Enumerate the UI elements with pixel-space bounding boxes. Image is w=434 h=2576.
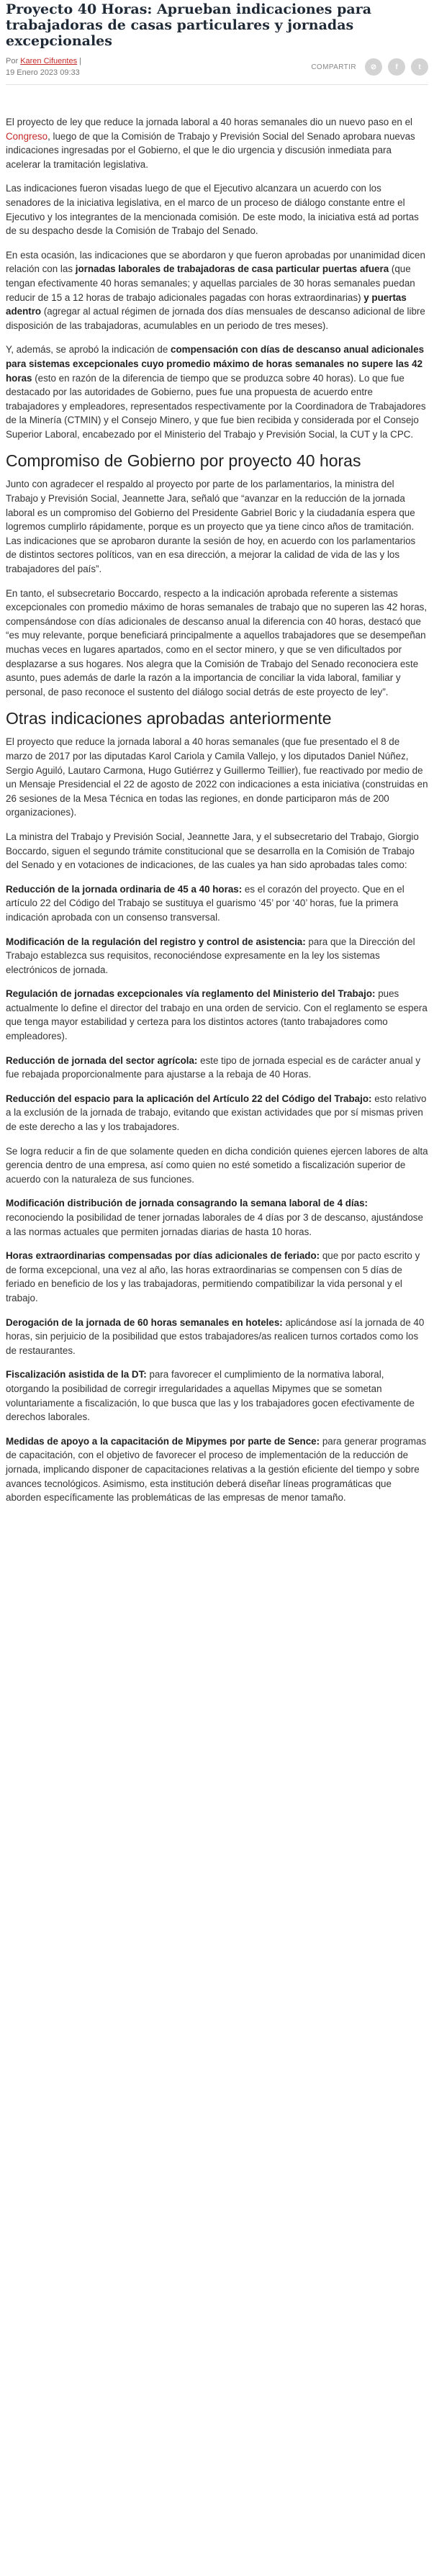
text: Y, además, se aprobó la indicación de bbox=[6, 344, 171, 356]
item-title: Medidas de apoyo a la capacitación de Mipymes por parte de Sence: bbox=[6, 1435, 320, 1447]
item-title: Modificación distribución de jornada consagrando la semana laboral de 4 días: bbox=[6, 1198, 369, 1209]
paragraph: Las indicaciones fueron visadas luego de que el Ejecutivo alcanzara un acuerdo con los senadores de la iniciativa legislativa, en el marco de un proceso de diálogo constante entre el Ejecutivo y los integrantes de la mencionada comisión. De este modo, la iniciativa está ad portas de su despacho desde la Comisión de Trabajo del Senado. bbox=[6, 183, 419, 237]
section-heading: Compromiso de Gobierno por proyecto 40 horas bbox=[6, 451, 361, 471]
twitter-icon[interactable]: t bbox=[411, 58, 428, 76]
paragraph-intro bbox=[6, 115, 428, 171]
item-title: Regulación de jornadas excepcionales vía reglamento del Ministerio del Trabajo: bbox=[6, 988, 376, 1000]
item-text: para que la Dirección del Trabajo establezca sus requisitos, reconociéndose expresamente en la ley los sistemas electrónicos de jornada. bbox=[6, 936, 415, 975]
item-title: Fiscalización asistida de la DT: bbox=[6, 1369, 147, 1380]
list-item bbox=[6, 1368, 428, 1424]
paragraph: La ministra del Trabajo y Previsión Social, Jeannette Jara, y el subsecretario del Trabajo, Giorgio Boccardo, siguen el segundo trámite constitucional que se desarrolla en la Comisión de Trabajo del Senado y en votaciones de indicaciones, de las cuales ya han sido aprobadas tales como: bbox=[6, 831, 419, 871]
item-text: es el corazón del proyecto. Que en el artículo 22 del Código del Trabajo se sustituya el guarismo ‘45’ por ‘40’ horas, fue la primera indicación aprobada con un consenso transversal. bbox=[6, 883, 404, 923]
item-text: reconociendo la posibilidad de tener jornadas laborales de 4 días por 3 de descanso, ajustándose a las normas actuales que permiten jornadas diarias de hasta 10 horas. bbox=[6, 1212, 423, 1237]
article-body bbox=[6, 115, 428, 1505]
list-item bbox=[6, 1434, 428, 1505]
section-heading: Otras indicaciones aprobadas anteriormente bbox=[6, 709, 332, 728]
text: , luego de que la Comisión de Trabajo y Previsión Social del Senado aprobara nuevas indicaciones ingresadas por el Gobierno, el que le dio urgencia y discusión inmediata para acelerar la tramitación legislativa. bbox=[6, 130, 415, 170]
text: (que tengan efectivamente 40 horas semanales; y aquellas parciales de 30 horas semanales puedan reducir de 15 a 12 horas de trabajo adicionales pagadas con horas extraordinarias) bbox=[6, 263, 415, 303]
paragraph: Junto con agradecer el respaldo al proyecto por parte de los parlamentarios, la ministra del Trabajo y Previsión Social, Jeannette Jara, señaló que “avanzar en la reducción de la jornada laboral es un compromiso del Gobierno del Presidente Gabriel Boric y la ciudadanía espera que logremos cumplirlo rápidamente, porque es un proyecto que ya tiene cinco años de tramitación. Las indicaciones que se aprobaron durante la sesión de hoy, en acuerdo con los parlamentarios de distintos sectores políticos, van en esa dirección, a mejorar la calidad de vida de las y los trabajadores del país”. bbox=[6, 479, 416, 575]
byline-prefix: Por bbox=[6, 57, 19, 65]
list-item bbox=[6, 1249, 428, 1305]
item-title: Modificación de la regulación del registro y control de asistencia: bbox=[6, 936, 306, 947]
text: En esta ocasión, las indicaciones que se abordaron y que fueron aprobadas por unanimidad dicen relación con las bbox=[6, 249, 425, 275]
item-text: pues actualmente lo define el director del trabajo en una orden de servicio. Con el reglamento se espera que tenga mayor estabilidad y certeza para los distintos actores (tanto trabajadores como empleadores). bbox=[6, 988, 428, 1042]
list-item bbox=[6, 935, 428, 977]
paragraph: En tanto, el subsecretario Boccardo, respecto a la indicación aprobada referente a sistemas excepcionales con promedio máximo de horas semanales de trabajo que no superen las 42 horas, compensándose con días adicionales de descanso anual la diferencia con 40 horas, destacó que “es muy relevante, porque beneficiará principalmente a aquellos trabajadores que se desempeñan muchas veces en lugares apartados, como en el sector minero, y que se ven dificultados por desplazarse a sus hogares. Nos alegra que la Comisión de Trabajo del Senado reconociera este asunto, pues además de darle la razón a la importancia de conciliar la vida laboral, familiar y personal, de paso reconoce el sustento del diálogo social detrás de este proyecto de ley”. bbox=[6, 587, 428, 697]
list-item bbox=[6, 1092, 428, 1134]
item-title: Reducción del espacio para la aplicación del Artículo 22 del Código del Trabajo: bbox=[6, 1093, 372, 1104]
bold-text: compensación con días de descanso anual adicionales para sistemas excepcionales cuyo promedio máximo de horas semanales no supere las 42 horas bbox=[6, 344, 425, 384]
item-title: Derogación de la jornada de 60 horas semanales en hoteles: bbox=[6, 1316, 283, 1328]
list-item bbox=[6, 882, 428, 925]
item-text: esto relativo a la exclusión de la jornada de trabajo, evitando que existan actividades que por sí mismas priven de este derecho a las y los trabajadores. bbox=[6, 1093, 427, 1133]
bold-text: y puertas adentro bbox=[6, 292, 407, 317]
list-item bbox=[6, 1054, 428, 1082]
share-bar bbox=[311, 58, 428, 76]
bold-text: jornadas laborales de trabajadoras de casa particular puertas afuera bbox=[75, 263, 389, 275]
share-label: COMPARTIR bbox=[311, 63, 356, 71]
byline-separator: | bbox=[77, 57, 81, 65]
list-item bbox=[6, 1316, 428, 1358]
article-meta bbox=[6, 55, 428, 85]
paragraph bbox=[6, 343, 428, 441]
paragraph: El proyecto que reduce la jornada laboral a 40 horas semanales (que fue presentado el 8 de marzo de 2017 por las diputadas Karol Cariola y Camila Vallejo, y los diputados Daniel Núñez, Sergio Aguiló, Lautaro Carmona, Hugo Gutiérrez y Guillermo Teillier), fue reactivado por medio de un Mensaje Presidencial el 22 de agosto de 2022 con indicaciones a esta iniciativa (construidas en 26 sesiones de la Mesa Técnica en todas las regiones, en donde participaron más de 200 organizaciones). bbox=[6, 736, 428, 818]
item-title: Horas extraordinarias compensadas por días adicionales de feriado: bbox=[6, 1250, 320, 1262]
list-item bbox=[6, 987, 428, 1043]
list-item bbox=[6, 1144, 428, 1187]
item-title: Reducción de la jornada ordinaria de 45 a 40 horas: bbox=[6, 883, 243, 895]
item-title: Reducción de jornada del sector agrícola: bbox=[6, 1054, 198, 1066]
text: (agregar al actual régimen de jornada dos días mensuales de descanso adicional de libre disposición de las trabajadoras, acumulables en un periodo de tres meses). bbox=[6, 306, 425, 331]
link-icon[interactable]: ⊘ bbox=[365, 58, 382, 76]
byline bbox=[6, 55, 81, 78]
item-text: este tipo de jornada especial es de carácter anual y fue rebajada proporcionalmente para ajustarse a la rebaja de 40 Horas. bbox=[6, 1054, 421, 1080]
author-link[interactable]: Karen Cifuentes bbox=[20, 57, 78, 65]
item-text: que por pacto escrito y de forma excepcional, una vez al año, las horas extraordinarias se compensen con 5 días de feriado en beneficio de los y las trabajadoras, permitiendo compatibilizar la vida personal y el trabajo. bbox=[6, 1250, 420, 1303]
text: El proyecto de ley que reduce la jornada laboral a 40 horas semanales dio un nuevo paso en el bbox=[6, 117, 413, 127]
item-text: Se logra reducir a fin de que solamente queden en dicha condición quienes ejercen labores de alta gerencia dentro de una empresa, así como quien no esté sometido a fiscalización superior de acuerdo con la naturaleza de sus funciones. bbox=[6, 1145, 428, 1185]
congreso-link[interactable]: Congreso bbox=[6, 130, 48, 142]
facebook-icon[interactable]: f bbox=[388, 58, 405, 76]
item-text: para generar programas de capacitación, con el objetivo de favorecer el proceso de implementación de la reducción de jornada, implicando disponer de capacitaciones relativas a la gestión eficiente del tiempo y sobre avances tecnológicos. Asimismo, esta institución deberá diseñar líneas programáticas que aborden específicamente las problemáticas de las empresas de menor tamaño. bbox=[6, 1435, 427, 1504]
paragraph bbox=[6, 248, 428, 333]
item-text: aplicándose así la jornada de 40 horas, sin perjuicio de la posibilidad que estos trabajadores/as realicen turnos cortados como los de restaurantes. bbox=[6, 1316, 425, 1356]
list-item bbox=[6, 1196, 428, 1239]
item-text: para favorecer el cumplimiento de la normativa laboral, otorgando la posibilidad de corregir irregularidades a aquellas Mipymes que se sometan voluntariamente a fiscalización, lo que busca que las y los trabajadores gocen efectivamente de derechos laborales. bbox=[6, 1369, 415, 1423]
publish-date: 19 Enero 2023 09:33 bbox=[6, 68, 80, 77]
article-title: Proyecto 40 Horas: Aprueban indicaciones para trabajadoras de casas particulares y jornadas excepcionales bbox=[6, 1, 372, 49]
text: (esto en razón de la diferencia de tiempo que se produzca sobre 40 horas). Lo que fue destacado por las autoridades de Gobierno, pues fue una propuesta de acuerdo entre trabajadores y empleadores, representados respectivamente por la Coordinadora de Trabajadores de la Minería (CTMIN) y el Consejo Minero, y que fue bien recibida y considerada por el Consejo Superior Laboral, encabezado por el Ministerio del Trabajo y Previsión Social, la CUT y la CPC. bbox=[6, 372, 426, 440]
